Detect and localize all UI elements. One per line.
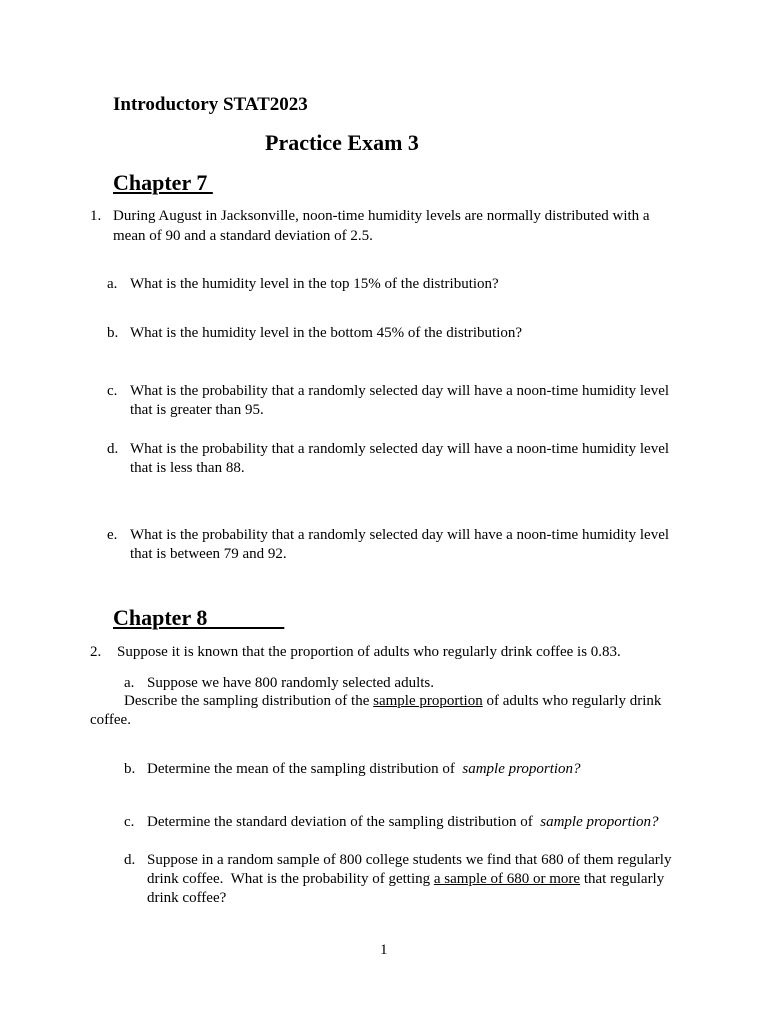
part-e-text-line: What is the probability that a randomly selected day will have a noon-time humidity level: [130, 527, 670, 543]
italic-term: sample proportion?: [462, 761, 581, 777]
question-text-line: mean of 90 and a standard deviation of 2.5.: [113, 228, 373, 244]
part-e-text-line: that is between 79 and 92.: [130, 546, 287, 562]
chapter-7-heading: Chapter 7: [113, 170, 213, 195]
part-a-text: What is the humidity level in the top 15% of the distribution?: [130, 276, 499, 292]
part-c-text-line: that is greater than 95.: [130, 402, 264, 418]
part-label: c.: [107, 383, 118, 399]
part-d-text-line: drink coffee?: [147, 890, 227, 906]
question-text-line: During August in Jacksonville, noon-time humidity levels are normally distributed with a: [113, 208, 650, 224]
underlined-term: a sample of 680 or more: [433, 871, 581, 887]
part-d-text-line: that is less than 88.: [130, 460, 245, 476]
part-label: b.: [124, 761, 136, 777]
italic-term: sample proportion?: [540, 814, 659, 830]
page-number: 1: [380, 942, 388, 958]
part-label: e.: [107, 527, 118, 543]
part-d-text-line: Suppose in a random sample of 800 college students we find that 680 of them regularly: [147, 852, 672, 868]
question-text: Suppose it is known that the proportion of adults who regularly drink coffee is 0.83.: [117, 644, 621, 660]
part-label: d.: [107, 441, 119, 457]
part-b-text: Determine the mean of the sampling distribution of sample proportion?: [147, 761, 581, 777]
part-a-text-line: coffee.: [90, 712, 131, 728]
part-label: d.: [124, 852, 136, 868]
exam-title: Practice Exam 3: [265, 130, 419, 155]
course-title: Introductory STAT2023: [113, 94, 308, 115]
part-b-text: What is the humidity level in the bottom 45% of the distribution?: [130, 325, 523, 341]
part-label: c.: [124, 814, 135, 830]
part-a-text-line: Describe the sampling distribution of the sample proportion of adults who regularly drink: [124, 693, 662, 709]
part-label: a.: [107, 276, 118, 292]
part-label: a.: [124, 675, 135, 691]
part-c-text: Determine the standard deviation of the sampling distribution of sample proportion?: [147, 814, 659, 830]
question-number: 1.: [90, 208, 102, 224]
underlined-term: sample proportion: [373, 693, 483, 709]
part-d-text-line: What is the probability that a randomly selected day will have a noon-time humidity level: [130, 441, 670, 457]
question-number: 2.: [90, 644, 102, 660]
part-d-text-line: drink coffee. What is the probability of getting a sample of 680 or more that regularly: [147, 871, 665, 887]
chapter-8-heading: Chapter 8: [113, 605, 285, 630]
part-a-text-line: Suppose we have 800 randomly selected adults.: [147, 675, 435, 691]
part-c-text-line: What is the probability that a randomly selected day will have a noon-time humidity level: [130, 383, 670, 399]
part-label: b.: [107, 325, 119, 341]
